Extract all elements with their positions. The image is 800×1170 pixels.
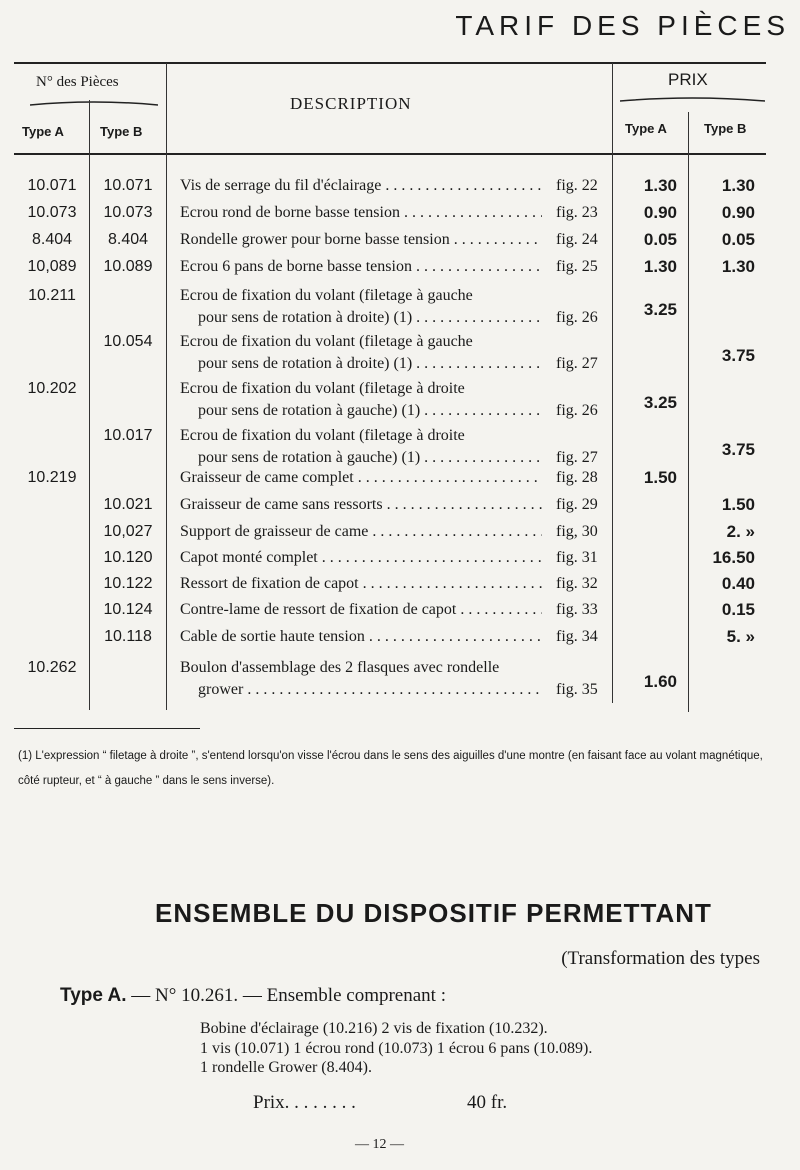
part-number-type-b: 8.404 [107,231,149,248]
part-description-text: Ecrou de fixation du volant (filetage à gauche [180,287,476,304]
part-description-text: Cable de sortie haute tension . . . [180,628,542,645]
part-description [180,520,542,544]
header-prix-swoosh [620,96,765,102]
part-description-text: Ecrou de fixation du volant (filetage à droite [180,380,468,397]
price-type-b: 0.90 [721,203,755,222]
figure-ref: fig. 27 [556,355,598,372]
figure-ref: fig. 31 [556,549,598,566]
header-prix: PRIX [668,70,708,89]
component-line-2: 1 vis (10.071) 1 écrou rond (10.073) 1 écrou 6 pans (10.089). [200,1040,593,1057]
header-description: DESCRIPTION [290,94,412,113]
part-description-text: Ressort de fixation de capot . . . [180,575,542,592]
figure-ref: fig. 35 [556,681,598,698]
figure-ref: fig. 29 [556,496,598,513]
part-description [180,255,542,279]
figure-ref: fig. 27 [556,449,598,466]
price-type-b: 16.50 [712,548,755,567]
part-number-type-a: 10.211 [28,287,76,304]
price-type-a: 1.30 [643,176,677,195]
part-description-text: pour sens de rotation à droite) (1) . . . [198,309,542,326]
part-description-text: Capot monté complet . . . [180,549,542,566]
section-heading: ENSEMBLE DU DISPOSITIF PERMETTANT [155,898,712,928]
part-description [180,493,542,517]
part-description [180,572,542,596]
prix-label: Prix. . . . . . . . [253,1092,356,1113]
price-type-b: 1.30 [721,176,755,195]
part-description-text: Vis de serrage du fil d'éclairage . . . [180,177,542,194]
price-type-b: 0.05 [721,230,755,249]
part-description [180,598,542,622]
header-bottom-rule [14,153,766,155]
price-type-b: 2. » [726,522,755,541]
part-description [180,284,542,308]
component-line-3: 1 rondelle Grower (8.404). [200,1059,372,1076]
figure-ref: fig. 28 [556,469,598,486]
price-type-b: 0.15 [721,600,755,619]
col-divider-3 [612,63,613,703]
part-description [198,678,542,702]
part-description [180,174,542,198]
footnote: (1) L'expression “ filetage à droite ”, s'entend lorsqu'on visse l'écrou dans le sens des aiguilles d'une montre (en faisant face au volant magnétique, côté rupteur, et “ à gauche ” dans le sens inverse). [18,750,763,787]
part-description [198,306,542,330]
part-description-text: Ecrou rond de borne basse tension . . . [180,204,542,221]
price-type-a: 3.25 [643,393,677,412]
figure-ref: fig. 25 [556,258,598,275]
part-number-type-a: 10.219 [27,469,77,486]
header-numeros-swoosh [30,100,158,106]
part-description [180,546,542,570]
type-a-line [60,985,446,1007]
component-line-1: Bobine d'éclairage (10.216) 2 vis de fixation (10.232). [200,1020,548,1037]
part-number-type-b: 10.124 [103,601,153,618]
part-number-type-b: 10.071 [103,177,153,194]
part-number-type-b: 10.089 [103,258,153,275]
part-number-type-a: 10,089 [27,258,77,275]
header-prix-type-a: Type A [625,121,667,136]
part-number-type-b: 10.118 [104,628,152,645]
part-description-text: Boulon d'assemblage des 2 flasques avec rondelle [180,659,502,676]
part-number-type-b: 10.017 [103,427,153,444]
part-number-type-a: 10.073 [27,204,77,221]
part-number-type-b: 10.054 [103,333,153,350]
part-description [198,352,542,376]
part-number-type-b: 10.073 [103,204,153,221]
section-subheading: (Transformation des types [561,948,760,969]
part-description-text: Graisseur de came sans ressorts . . . [180,496,542,513]
part-number-type-b: 10.120 [103,549,153,566]
price-type-b: 3.75 [721,346,755,365]
part-description-text: Contre-lame de ressort de fixation de capot . . . [180,601,542,618]
figure-ref: fig. 26 [556,402,598,419]
col-divider-2 [166,63,167,710]
part-description-text: Ecrou 6 pans de borne basse tension . . . [180,258,542,275]
part-description [180,228,542,252]
header-type-a: Type A [22,124,64,139]
part-description [180,201,542,225]
price-type-b: 5. » [726,627,755,646]
prix-value: 40 fr. [467,1092,508,1113]
page-number: — 12 — [355,1137,404,1152]
page-title: TARIF DES PIÈCES [455,10,790,41]
part-number-type-a: 8.404 [31,231,73,248]
part-description-text: Ecrou de fixation du volant (filetage à droite [180,427,468,444]
price-type-b: 1.30 [721,257,755,276]
part-description [180,330,542,354]
part-number-type-b: 10,027 [103,523,153,540]
type-a-label: Type A. [60,985,127,1006]
part-description [180,424,542,448]
figure-ref: fig. 22 [556,177,598,194]
part-description [180,625,542,649]
part-number-type-a: 10.071 [27,177,77,194]
price-type-a: 0.90 [643,203,677,222]
part-number-type-b: 10.021 [103,496,153,513]
figure-ref: fig. 33 [556,601,598,618]
price-type-a: 1.50 [643,468,677,487]
header-prix-type-b: Type B [704,121,747,136]
table-top-rule [14,62,766,64]
col-divider-1 [89,100,90,710]
part-description-text: pour sens de rotation à gauche) (1) . . . [198,402,542,419]
price-type-a: 1.30 [643,257,677,276]
figure-ref: fig. 34 [556,628,598,645]
figure-ref: fig. 32 [556,575,598,592]
price-type-b: 0.40 [721,574,755,593]
figure-ref: fig, 30 [556,523,598,540]
part-description-text: pour sens de rotation à gauche) (1) . . . [198,449,542,466]
part-description [198,399,542,423]
figure-ref: fig. 24 [556,231,598,248]
part-description [180,377,542,401]
part-description-text: grower . . . [198,681,542,698]
part-description [180,656,542,680]
price-type-a: 0.05 [643,230,677,249]
price-type-b: 1.50 [721,495,755,514]
part-number-type-a: 10.262 [27,659,77,676]
price-type-a: 1.60 [643,672,677,691]
header-numeros: N° des Pièces [36,74,119,90]
part-description-text: Ecrou de fixation du volant (filetage à gauche [180,333,476,350]
figure-ref: fig. 26 [556,309,598,326]
part-description-text: Support de graisseur de came . . . [180,523,542,540]
part-number-type-a: 10.202 [27,380,77,397]
part-description-text: Rondelle grower pour borne basse tension . . . [180,231,542,248]
price-type-b: 3.75 [721,440,755,459]
figure-ref: fig. 23 [556,204,598,221]
price-type-a: 3.25 [643,300,677,319]
part-description-text: pour sens de rotation à droite) (1) . . . [198,355,542,372]
type-a-text: — N° 10.261. — Ensemble comprenant : [126,985,446,1006]
part-number-type-b: 10.122 [103,575,153,592]
footnote-rule [14,728,200,729]
header-type-b: Type B [100,124,143,139]
part-description-text: Graisseur de came complet . . . [180,469,542,486]
part-description [180,466,542,490]
